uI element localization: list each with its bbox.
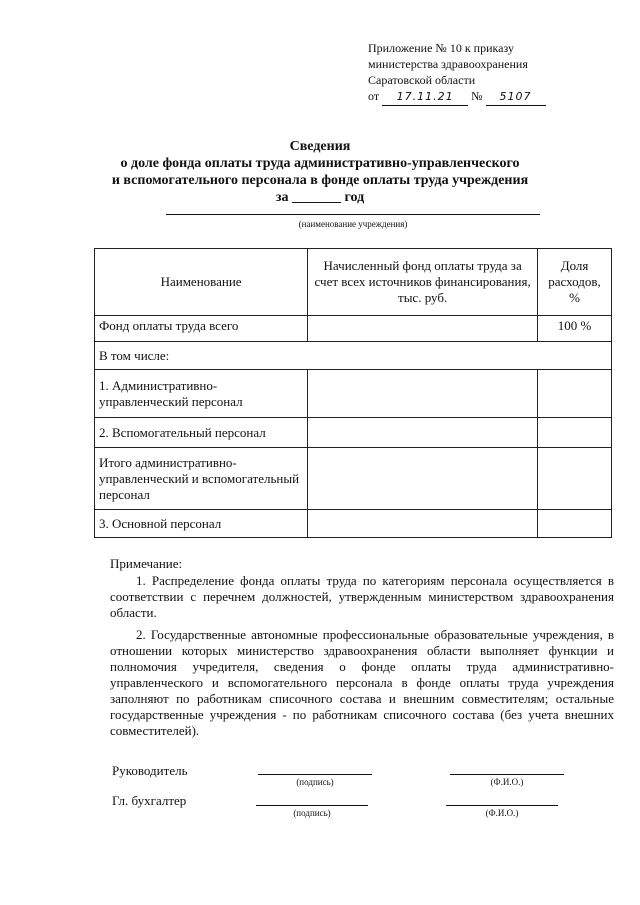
appendix-date: 17.11.21 xyxy=(382,89,468,106)
notes-paragraph-1 xyxy=(110,573,614,621)
row-fund-cell xyxy=(308,316,538,342)
table-row xyxy=(95,510,612,538)
row-fund-cell xyxy=(308,418,538,448)
head-signature-line xyxy=(258,774,372,775)
appendix-number-label: № xyxy=(471,89,483,103)
table-header-row xyxy=(95,249,612,316)
appendix-date-row xyxy=(368,88,546,106)
row-name: В том числе: xyxy=(95,342,612,370)
row-name: Итого административно-управленческий и вспомогательный персонал xyxy=(95,448,308,510)
title-year-prefix: за xyxy=(275,190,289,205)
head-label: Руководитель xyxy=(112,763,188,778)
row-fund-cell xyxy=(308,448,538,510)
head-signature-caption: (подпись) xyxy=(296,777,334,787)
appendix-line-1: Приложение № 10 к приказу xyxy=(368,41,514,55)
table-row xyxy=(95,418,612,448)
org-name-line xyxy=(166,214,540,215)
accountant-label: Гл. бухгалтер xyxy=(112,793,187,808)
document-title xyxy=(0,138,640,206)
notes-paragraph-2 xyxy=(110,627,614,739)
row-name: 2. Вспомогательный персонал xyxy=(95,418,308,448)
table-row xyxy=(95,342,612,370)
title-year-blank: _______ xyxy=(291,190,341,205)
table-row xyxy=(95,316,612,342)
title-line-2: о доле фонда оплаты труда административно-управленческого xyxy=(120,156,520,171)
head-name-caption: (Ф.И.О.) xyxy=(490,777,524,787)
title-line-3: и вспомогательного персонала в фонде оплаты труда учреждения xyxy=(111,173,529,188)
notes-p2-text: 2. Государственные автономные профессиональные образовательные учреждения, в отношении которых министерство здравоохранения области выполняет функции и полномочия учредителя, сведения о фонде оплаты труда административно-управленческого и вспомогательного персонала в фонде оплаты труда учреждения заполняют по работникам списочного состава и внешним совместителям; остальные государственные учреждения - по работникам списочного состава (без учета внешних совместителей). xyxy=(110,627,614,738)
row-name: Фонд оплаты труда всего xyxy=(95,316,308,342)
table-row xyxy=(95,448,612,510)
table-row xyxy=(95,370,612,418)
appendix-from-label: от xyxy=(368,89,380,103)
header-name: Наименование xyxy=(95,249,308,316)
row-share-cell xyxy=(538,418,612,448)
row-name: 3. Основной персонал xyxy=(95,510,308,538)
accountant-name-caption: (Ф.И.О.) xyxy=(485,808,519,818)
title-line-1: Сведения xyxy=(289,139,351,154)
notes-heading: Примечание: xyxy=(110,556,183,571)
fund-share-table xyxy=(94,248,612,538)
header-share: Доля расходов, % xyxy=(538,249,612,316)
row-share-cell: 100 % xyxy=(538,316,612,342)
appendix-number: 5107 xyxy=(486,89,546,106)
appendix-line-2: министерства здравоохранения xyxy=(368,57,528,71)
title-year-row xyxy=(0,189,640,206)
accountant-signature-line xyxy=(256,805,368,806)
header-fund: Начисленный фонд оплаты труда за счет всех источников финансирования, тыс. руб. xyxy=(308,249,538,316)
accountant-signature-caption: (подпись) xyxy=(293,808,331,818)
row-share-cell xyxy=(538,510,612,538)
row-share-cell xyxy=(538,370,612,418)
org-name-caption: (наименование учреждения) xyxy=(298,219,408,229)
row-fund-cell xyxy=(308,370,538,418)
row-share-cell xyxy=(538,448,612,510)
appendix-block xyxy=(368,40,546,106)
row-fund-cell xyxy=(308,510,538,538)
title-year-suffix: год xyxy=(344,190,365,205)
notes-p1-text: 1. Распределение фонда оплаты труда по категориям персонала осуществляется в соответствии с перечнем должностей, утвержденным министерством здравоохранения области. xyxy=(110,573,614,620)
head-name-line xyxy=(450,774,564,775)
row-name: 1. Административно-управленческий персонал xyxy=(95,370,308,418)
appendix-line-3: Саратовской области xyxy=(368,73,476,87)
accountant-name-line xyxy=(446,805,558,806)
